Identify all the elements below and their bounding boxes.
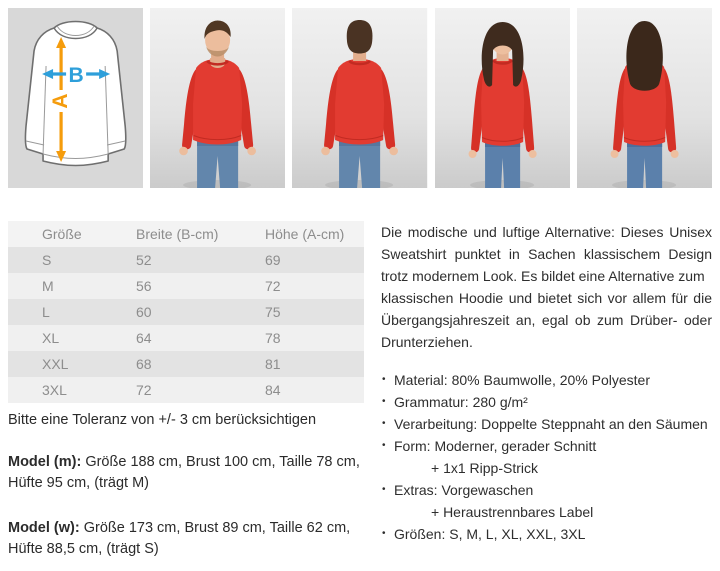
table-cell: 78 (265, 330, 281, 346)
feature-item-verarbeitung (381, 413, 712, 435)
bullet-icon: • (382, 528, 386, 539)
feature-item-extras (381, 479, 712, 523)
size-table (8, 221, 364, 403)
label-b: B (68, 64, 84, 87)
feature-item-grammatur (381, 391, 712, 413)
table-row (8, 351, 364, 377)
table-cell: 72 (136, 382, 152, 398)
feature-text: Form: Moderner, gerader Schnitt (394, 438, 597, 454)
col-header-height: Höhe (A-cm) (265, 226, 345, 242)
feature-item-groessen (381, 523, 712, 545)
tolerance-note: Bitte eine Toleranz von +/- 3 cm berücksichtigen (8, 412, 317, 428)
model-male-label: Model (m): (8, 454, 82, 470)
photo-male-front[interactable] (150, 8, 285, 188)
table-cell: 3XL (42, 382, 67, 398)
feature-text-continuation: + 1x1 Ripp-Strick (431, 460, 538, 476)
table-cell: L (42, 304, 50, 320)
feature-item-material (381, 369, 712, 391)
product-info (0, 221, 720, 560)
bullet-icon: • (382, 440, 386, 451)
table-cell: M (42, 278, 54, 294)
table-cell: XL (42, 330, 60, 346)
photo-female-back[interactable] (577, 8, 712, 188)
col-header-width: Breite (B-cm) (136, 226, 219, 242)
feature-text: Extras: Vorgewaschen (394, 482, 534, 498)
table-cell: 69 (265, 252, 281, 268)
feature-list (381, 369, 712, 545)
sweatshirt-measurement-diagram (8, 8, 143, 188)
table-cell: 68 (136, 356, 152, 372)
model-female-text: Größe 173 cm, Brust 89 cm, Taille 62 cm, Hüfte 88,5 cm, (trägt S) (8, 520, 351, 557)
female-back-photo-illustration (577, 8, 712, 188)
table-cell: 56 (136, 278, 152, 294)
table-cell: 64 (136, 330, 152, 346)
description-part2: klassischen Hoodie und bietet sich vor allem für die Übergangsjahreszeit an, egal ob zum Drüber- oder Drunterziehen. (381, 290, 712, 350)
female-front-photo-illustration (435, 8, 570, 188)
description-part1: Die modische und luftige Alternative: Dieses Unisex Sweatshirt punktet in Sachen klassischem Design trotz modernem Look. Es bildet eine Alternative zum (381, 224, 712, 284)
table-cell: XXL (42, 356, 69, 372)
male-front-photo-illustration (150, 8, 285, 188)
label-a: A (49, 93, 73, 109)
table-cell: 52 (136, 252, 152, 268)
size-info-column (8, 221, 364, 560)
model-female-label: Model (w): (8, 520, 80, 536)
table-cell: S (42, 252, 52, 268)
product-description (381, 221, 712, 353)
table-header-row (8, 221, 364, 247)
table-cell: 60 (136, 304, 152, 320)
feature-text: Material: 80% Baumwolle, 20% Polyester (394, 372, 651, 388)
bullet-icon: • (382, 418, 386, 429)
feature-text: Grammatur: 280 g/m² (394, 394, 528, 410)
size-diagram-image[interactable] (8, 8, 143, 188)
table-cell: 81 (265, 356, 281, 372)
photo-female-front[interactable] (435, 8, 570, 188)
table-cell: 84 (265, 382, 281, 398)
male-back-photo-illustration (292, 8, 427, 188)
bullet-icon: • (382, 374, 386, 385)
bullet-icon: • (382, 396, 386, 407)
table-cell: 72 (265, 278, 281, 294)
table-row (8, 325, 364, 351)
feature-item-form (381, 435, 712, 479)
model-male-text: Größe 188 cm, Brust 100 cm, Taille 78 cm, Hüfte 95 cm, (trägt M) (8, 454, 360, 491)
feature-text: Verarbeitung: Doppelte Steppnaht an den Säumen (394, 416, 708, 432)
table-row (8, 377, 364, 403)
photo-male-back[interactable] (292, 8, 427, 188)
description-column (381, 221, 712, 560)
col-header-size: Größe (42, 226, 82, 242)
bullet-icon: • (382, 484, 386, 495)
table-cell: 75 (265, 304, 281, 320)
table-row (8, 247, 364, 273)
feature-text: Größen: S, M, L, XL, XXL, 3XL (394, 526, 586, 542)
feature-text-continuation: + Heraustrennbares Label (431, 504, 594, 520)
model-female-measurements (8, 518, 364, 560)
table-row (8, 273, 364, 299)
model-male-measurements (8, 452, 364, 494)
product-image-gallery (0, 0, 720, 188)
table-row (8, 299, 364, 325)
